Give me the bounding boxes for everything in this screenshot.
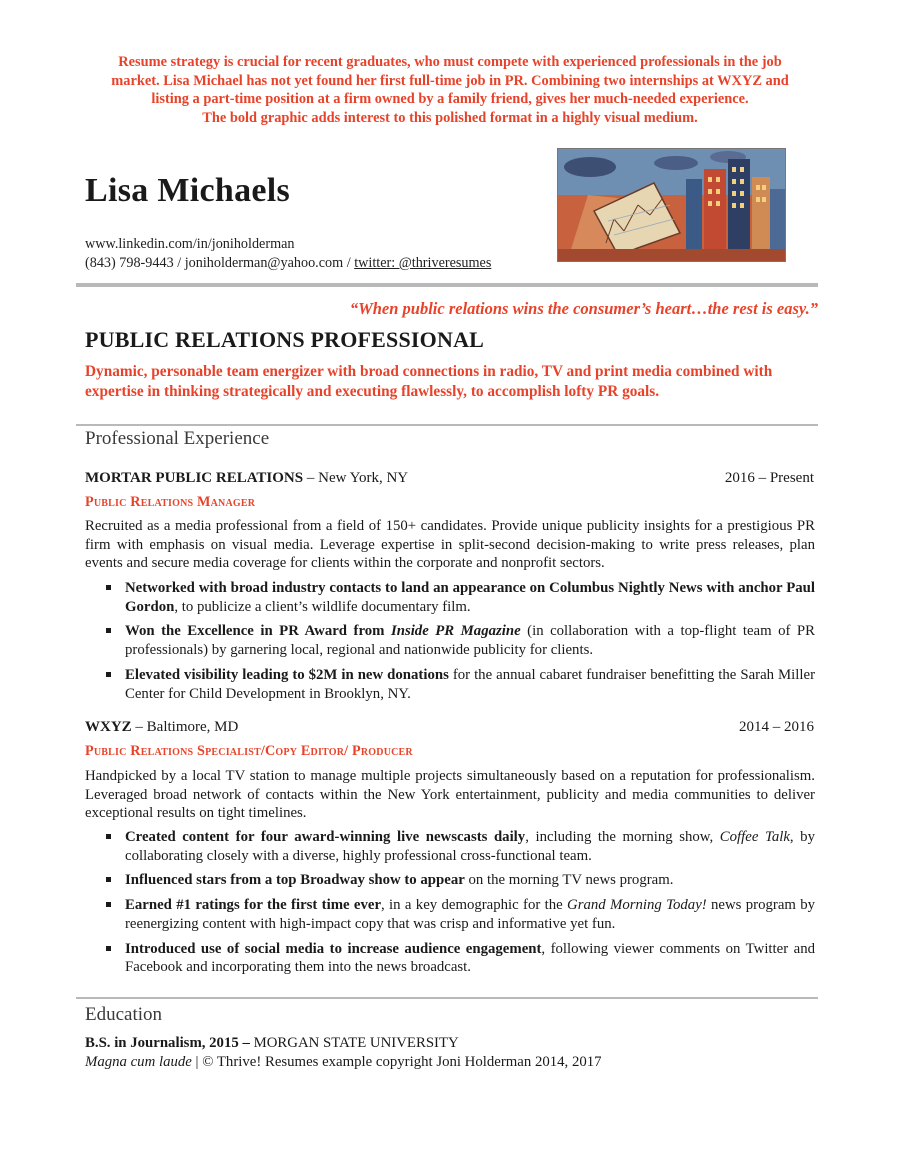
show-title: Coffee Talk <box>719 829 790 845</box>
achievement-highlight: Introduced use of social media to increase audience engagement <box>125 940 542 957</box>
bullet-square-icon <box>106 877 111 882</box>
professional-headline: PUBLIC RELATIONS PROFESSIONAL <box>85 327 485 352</box>
header-divider <box>76 283 818 287</box>
bullet-square-icon <box>106 585 111 590</box>
section-title-education: Education <box>85 1004 163 1025</box>
intro-note-line: Resume strategy is crucial for recent graduates, who must compete with experienced professionals in the job <box>118 54 782 70</box>
achievement-text: , in a key demographic for the <box>381 897 568 914</box>
achievement-text: on the morning TV news program. <box>464 872 674 889</box>
bullet-square-icon <box>106 946 111 951</box>
achievement-highlight: Created content for four award-winning live newscasts daily <box>125 829 526 845</box>
twitter-link[interactable]: twitter: @thriveresumes <box>354 255 492 271</box>
achievement-text: , to publicize a client’s wildlife documentary film. <box>174 598 471 615</box>
experience-divider <box>76 424 818 426</box>
achievement-highlight: Networked with broad industry contacts to land an appearance on Columbus Nightly News with anchor Paul Gordon <box>125 580 815 615</box>
achievement-text: for the annual cabaret fundraiser benefitting the Sarah Miller Center for Child Development in Brooklyn, NY. <box>125 666 816 702</box>
bullet-square-icon <box>106 672 111 677</box>
achievement-highlight: Earned #1 ratings for the first time ever <box>125 897 382 914</box>
job-location: – New York, NY <box>303 470 409 486</box>
achievement-item <box>85 940 815 977</box>
candidate-name: Lisa Michaels <box>85 172 291 209</box>
phone-email: (843) 798-9443 / joniholderman@yahoo.com / <box>85 255 355 271</box>
linkedin-url: www.linkedin.com/in/joniholderman <box>85 236 295 252</box>
company-name: MORTAR PUBLIC RELATIONS <box>85 470 304 486</box>
achievement-item <box>85 579 815 616</box>
contact-line <box>85 254 491 273</box>
section-title-experience: Professional Experience <box>85 428 270 449</box>
intro-note-line: market. Lisa Michael has not yet found her first full-time job in PR. Combining two internships at WXYZ and <box>111 72 789 89</box>
achievement-item <box>85 896 815 933</box>
job-description: Recruited as a media professional from a field of 150+ candidates. Provide unique publicity insights for a prestigious PR firm with emphasis on visual media. Leverage expertise in split-second decision-making to write press releases, plan events and secure media coverage for clients within the corporate and nonprofit sectors. <box>85 518 815 572</box>
summary-statement <box>85 362 820 401</box>
achievement-highlight: Elevated visibility leading to $2M in new donations <box>125 666 449 683</box>
cityscape-graphic <box>558 149 785 261</box>
degree: B.S. in Journalism, 2015 – <box>85 1035 254 1051</box>
job-description: Handpicked by a local TV station to manage multiple projects simultaneously based on a reputation for professionalism. Leveraged broad network of contacts within the New York entertainment, publicity and media communities to deliver exceptional results on tight timelines. <box>85 768 815 822</box>
job-dates: 2014 – 2016 <box>739 719 814 735</box>
bullet-square-icon <box>106 834 111 839</box>
intro-note-line: The bold graphic adds interest to this polished format in a highly visual medium. <box>202 109 698 126</box>
education-divider <box>76 997 818 999</box>
achievement-item <box>85 666 815 703</box>
company-name: WXYZ <box>85 719 132 735</box>
bullet-square-icon <box>106 628 111 633</box>
job-location: – Baltimore, MD <box>131 719 239 735</box>
show-title: Grand Morning Today! <box>567 897 707 914</box>
honors-line <box>85 1054 602 1071</box>
intro-note-line: listing a part-time position at a firm owned by a family friend, gives her much-needed experience. <box>151 91 749 108</box>
university: MORGAN STATE UNIVERSITY <box>253 1035 459 1051</box>
achievement-text: , by collaborating closely with a diverse, highly professional cross-functional team. <box>125 829 815 864</box>
summary-line: expertise in thinking strategically and executing flawlessly, to accomplish lofty PR goals. <box>85 382 660 400</box>
achievement-item <box>85 871 815 890</box>
tagline-quote: “When public relations wins the consumer’s heart…the rest is easy.” <box>349 299 818 318</box>
job-header <box>85 470 814 487</box>
intro-note <box>60 53 840 127</box>
achievement-text: news program by reenergizing content with high-impact copy that was crisp and informative yet fun. <box>125 897 816 932</box>
achievement-highlight: Won the Excellence in PR Award from <box>125 623 391 640</box>
achievement-text: , following viewer comments on Twitter and Facebook and incorporating them into the news broadcast. <box>125 940 815 976</box>
job-dates: 2016 – Present <box>724 470 814 486</box>
achievement-item <box>85 828 815 865</box>
degree-line <box>85 1035 459 1052</box>
job-header <box>85 719 814 736</box>
bullet-square-icon <box>106 902 111 907</box>
achievement-item <box>85 622 815 659</box>
achievement-highlight: Influenced stars from a top Broadway show to appear <box>125 872 465 889</box>
achievement-text: (in collaboration with a top-flight team of PR professionals) by garnering local, regional and nationwide publicity for clients. <box>125 623 815 659</box>
job-title: Public Relations Manager <box>85 494 256 510</box>
job-achievements <box>85 828 815 977</box>
contact-block <box>85 235 491 273</box>
achievement-text: , including the morning show, <box>525 829 720 845</box>
job-achievements <box>85 579 815 703</box>
cityscape-illustration <box>557 148 786 262</box>
award-publication: Inside PR Magazine <box>390 623 521 640</box>
copyright-note: | © Thrive! Resumes example copyright Joni Holderman 2014, 2017 <box>191 1054 602 1070</box>
job-title: Public Relations Specialist/Copy Editor/ Producer <box>85 743 413 759</box>
summary-line: Dynamic, personable team energizer with broad connections in radio, TV and print media combined with <box>85 363 773 380</box>
honors: Magna cum laude <box>85 1054 192 1070</box>
